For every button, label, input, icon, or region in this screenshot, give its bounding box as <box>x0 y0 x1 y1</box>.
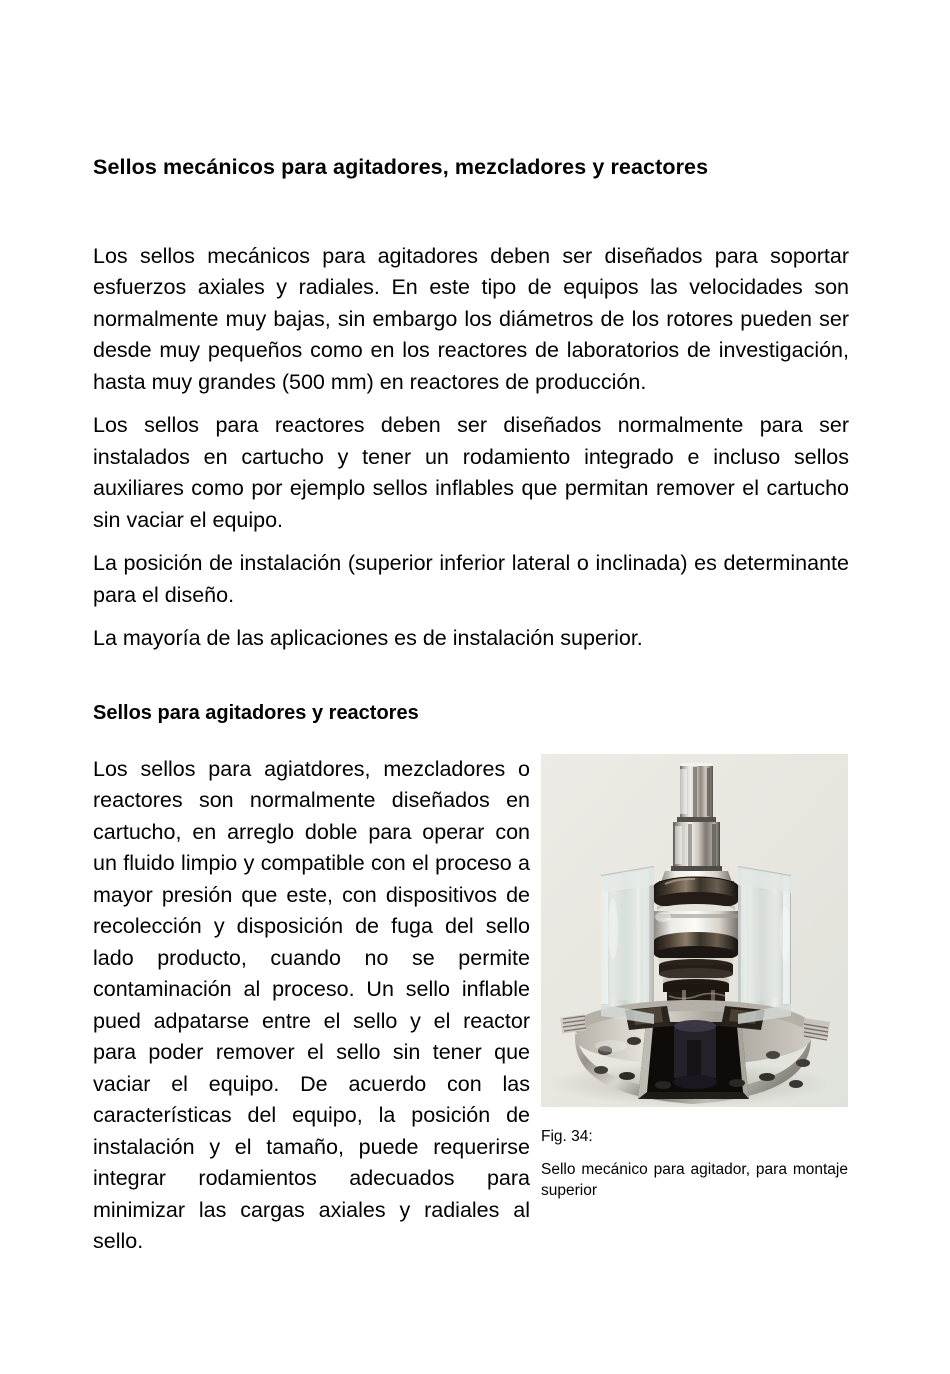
page-content <box>93 155 849 1258</box>
figure-text-block <box>93 754 849 1258</box>
paragraph-3: La posición de instalación (superior inferior lateral o inclinada) es determinante para el diseño. <box>93 551 849 607</box>
paragraph-gap <box>93 611 849 623</box>
page-title: Sellos mecánicos para agitadores, mezcladores y reactores <box>93 155 709 179</box>
section-gap <box>93 655 849 701</box>
paragraph-gap <box>93 398 849 410</box>
figure-number: Fig. 34: <box>541 1127 593 1145</box>
figure-caption-text: Sello mecánico para agitador, para montaje superior <box>541 1160 848 1199</box>
paragraph-gap <box>93 536 849 548</box>
title-spacer <box>93 181 849 241</box>
figure-34 <box>541 754 849 1201</box>
mechanical-seal-illustration <box>541 754 848 1107</box>
paragraph-4: La mayoría de las aplicaciones es de instalación superior. <box>93 626 643 651</box>
section-heading-gap <box>93 725 849 754</box>
section-heading: Sellos para agitadores y reactores <box>93 701 419 724</box>
paragraph-1: Los sellos mecánicos para agitadores deben ser diseñados para soportar esfuerzos axiales y radiales. En este tipo de equipos las velocidades son normalmente muy bajas, sin embargo los diámetros de los rotores pueden ser desde muy pequeños como en los reactores de laboratorios de investigación, hasta muy grandes (500 mm) en reactores de producción. <box>93 243 849 394</box>
mechanical-seal-photo <box>541 754 848 1107</box>
paragraph-2: Los sellos para reactores deben ser diseñados normalmente para ser instalados en cartucho y tener un rodamiento integrado e incluso sellos auxiliares como por ejemplo sellos inflables que permitan remover el cartucho sin vaciar el equipo. <box>93 413 849 532</box>
section-body-text: Los sellos para agiatdores, mezcladores o reactores son normalmente diseñados en cartucho, en arreglo doble para operar con un fluido limpio y compatible con el proceso a mayor presión que este, con dispositivos de recolección y disposición de fuga del sello lado producto, cuando no se permite contaminación al proceso. Un sello inflable pued adpatarse entre el sello y el reactor para poder remover el sello sin tener que vaciar el equipo. De acuerdo con las características del equipo, la posición de instalación y el tamaño, puede requerirse integrar rodamientos adecuados para minimizar las cargas axiales y radiales al sello. <box>93 756 530 1254</box>
figure-caption <box>541 1126 848 1201</box>
